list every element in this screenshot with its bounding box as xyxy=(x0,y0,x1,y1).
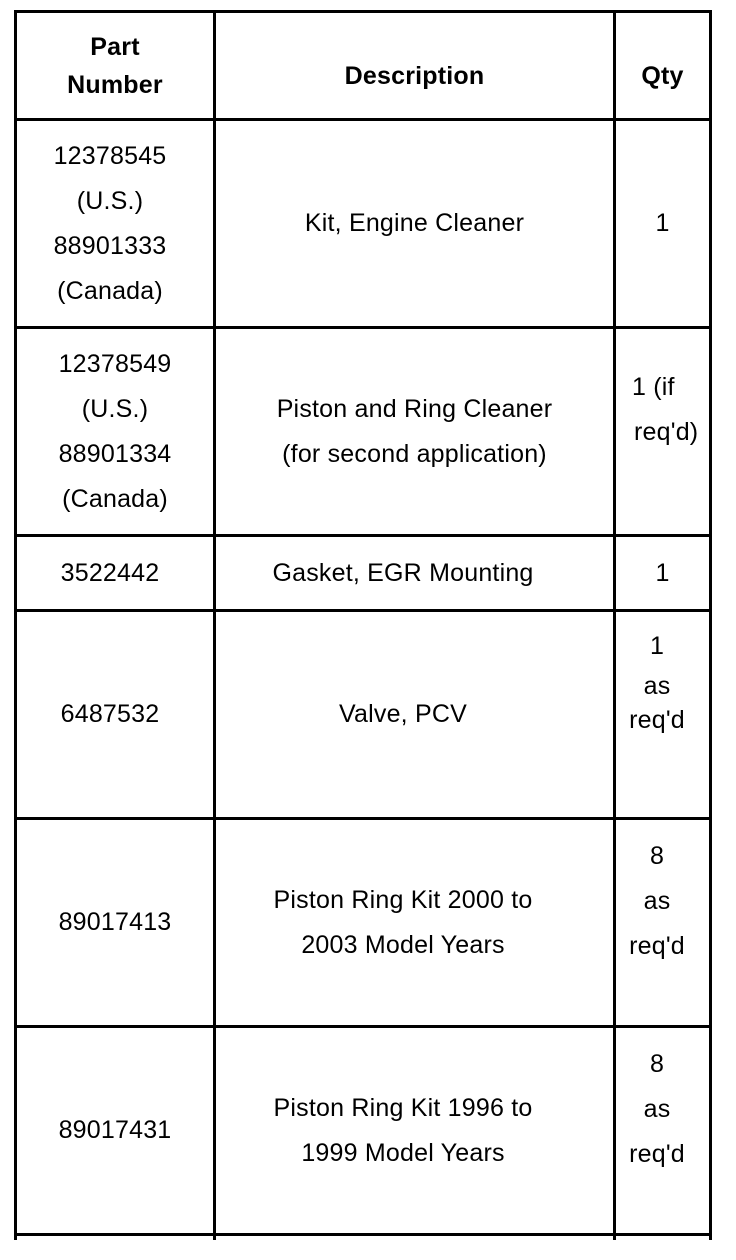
parts-table xyxy=(14,10,712,1240)
row-2-part-number xyxy=(17,329,213,534)
qty-line: 8 xyxy=(649,1050,665,1078)
qty-line: req'd xyxy=(629,932,685,960)
row-5-part-number xyxy=(17,820,213,1025)
row-1-part-number xyxy=(17,121,203,326)
qty-line: req'd xyxy=(629,1140,685,1168)
description-line: Valve, PCV xyxy=(339,700,467,728)
part-number-line: 12378549 xyxy=(58,349,172,378)
header-qty xyxy=(616,13,709,118)
qty-line: 1 xyxy=(649,632,665,660)
description-line: Piston Ring Kit 2000 to xyxy=(273,885,533,914)
part-number-line: 3522442 xyxy=(60,558,160,587)
row-4-description xyxy=(216,612,590,817)
row-4-part-number xyxy=(17,612,203,817)
qty-line: req'd) xyxy=(634,418,699,446)
row-3-description xyxy=(216,537,590,609)
description-line: Gasket, EGR Mounting xyxy=(272,558,534,587)
qty-line: req'd xyxy=(629,706,685,734)
row-2-qty xyxy=(616,329,709,534)
description-line: (for second application) xyxy=(282,439,547,468)
row-6-part-number xyxy=(17,1028,213,1233)
row-6-description xyxy=(216,1028,590,1233)
header-description xyxy=(216,13,613,118)
part-number-line: 89017431 xyxy=(58,1116,172,1144)
description-line: Kit, Engine Cleaner xyxy=(304,209,525,237)
header-part-number-line: Number xyxy=(67,70,163,99)
row-2-description xyxy=(216,329,613,534)
row-1-qty xyxy=(616,121,709,326)
qty-line: 1 xyxy=(655,209,670,237)
header-qty-label: Qty xyxy=(641,62,684,90)
row-3-part-number xyxy=(17,537,203,609)
part-number-line: (U.S.) xyxy=(81,394,149,423)
table-border-bottom xyxy=(14,1233,712,1236)
row-1-description xyxy=(216,121,613,326)
description-line: Piston Ring Kit 1996 to xyxy=(273,1093,533,1122)
header-part-number-line: Part xyxy=(90,32,140,61)
part-number-line: (Canada) xyxy=(62,484,168,513)
part-number-line: 89017413 xyxy=(58,908,172,936)
row-4-qty xyxy=(616,612,698,817)
description-line: Piston and Ring Cleaner xyxy=(276,394,553,423)
description-line: 1999 Model Years xyxy=(301,1138,505,1167)
table-border-right xyxy=(709,10,712,1240)
qty-line: 1 xyxy=(655,558,670,587)
header-part-number xyxy=(17,13,213,118)
qty-line: as xyxy=(643,887,671,915)
description-line: 2003 Model Years xyxy=(301,930,505,959)
part-number-line: (Canada) xyxy=(57,276,163,305)
header-description-label: Description xyxy=(344,62,485,90)
part-number-line: 88901334 xyxy=(58,439,172,468)
row-5-qty xyxy=(616,820,698,1025)
row-3-qty xyxy=(616,537,709,609)
qty-line: 8 xyxy=(649,842,665,870)
row-6-qty xyxy=(616,1028,698,1233)
qty-line: as xyxy=(643,672,671,700)
part-number-line: 12378545 xyxy=(53,141,167,170)
qty-line: as xyxy=(643,1095,671,1123)
qty-line: 1 (if xyxy=(632,373,675,401)
part-number-line: (U.S.) xyxy=(76,186,144,215)
part-number-line: 88901333 xyxy=(53,231,167,260)
part-number-line: 6487532 xyxy=(60,700,160,728)
row-5-description xyxy=(216,820,590,1025)
